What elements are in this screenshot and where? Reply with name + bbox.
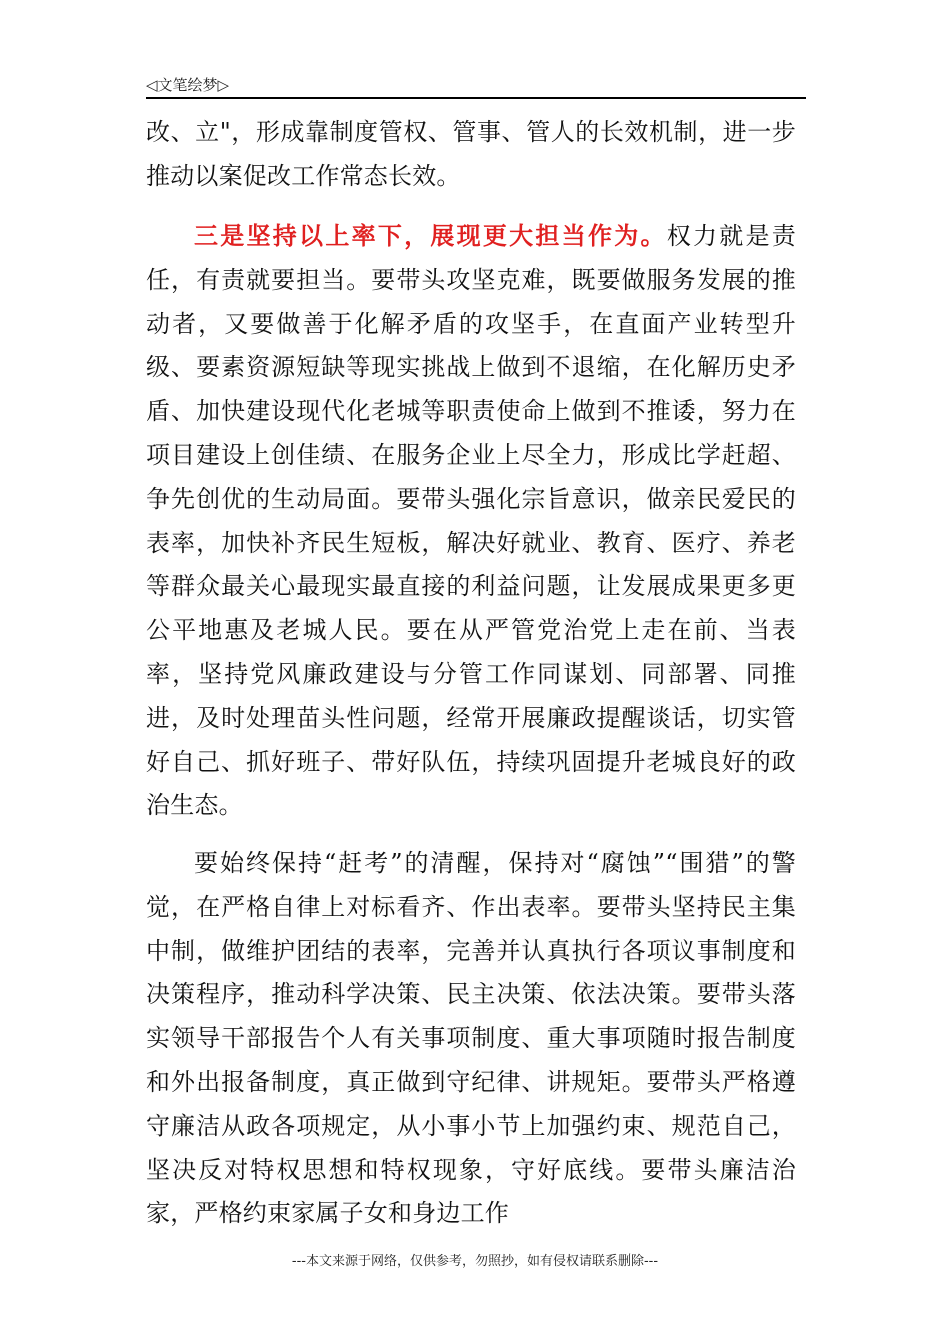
header-label: ◁文笔绘梦▷ xyxy=(146,76,230,94)
paragraph-self-discipline: 要始终保持“赶考”的清醒，保持对“腐蚀”“围猎”的警觉，在严格自律上对标看齐、作出表率。要带头坚持民主集中制，做维护团结的表率，完善并认真执行各项议事制度和决策程序，推动科学决策、民主决策、依法决策。要带头落实领导干部报告个人有关事项制度、重大事项随时报告制度和外出报备制度，真正做到守纪律、讲规矩。要带头严格遵守廉洁从政各项规定，从小事小节上加强约束、规范自己，坚决反对特权思想和特权现象，守好底线。要带头廉洁治家，严格约束家属子女和身边工作 xyxy=(146,849,796,1228)
page-header xyxy=(146,74,806,98)
header-divider xyxy=(146,97,806,99)
paragraph-body: 权力就是责任，有责就要担当。要带头攻坚克难，既要做服务发展的推动者，又要做善于化解矛盾的攻坚手，在直面产业转型升级、要素资源短缺等现实挑战上做到不退缩，在化解历史矛盾、加快建设现代化老城等职责使命上做到不推诿，努力在项目建设上创佳绩、在服务企业上尽全力，形成比学赶超、争先创优的生动局面。要带头强化宗旨意识，做亲民爱民的表率，加快补齐民生短板，解决好就业、教育、医疗、养老等群众最关心最现实最直接的利益问题，让发展成果更多更公平地惠及老城人民。要在从严管党治党上走在前、当表率，坚持党风廉政建设与分管工作同谋划、同部署、同推进，及时处理苗头性问题，经常开展廉政提醒谈话，切实管好自己、抓好班子、带好队伍，持续巩固提升老城良好的政治生态。 xyxy=(146,222,797,820)
paragraph-continuation: 改、立"，形成靠制度管权、管事、管人的长效机制，进一步推动以案促改工作常态长效。 xyxy=(146,118,796,190)
footer-disclaimer: ---本文来源于网络，仅供参考，勿照抄，如有侵权请联系删除--- xyxy=(291,1254,659,1269)
paragraph-leading-by-example xyxy=(146,214,796,828)
paragraph-lead-heading: 三是坚持以上率下，展现更大担当作为。 xyxy=(194,221,667,250)
